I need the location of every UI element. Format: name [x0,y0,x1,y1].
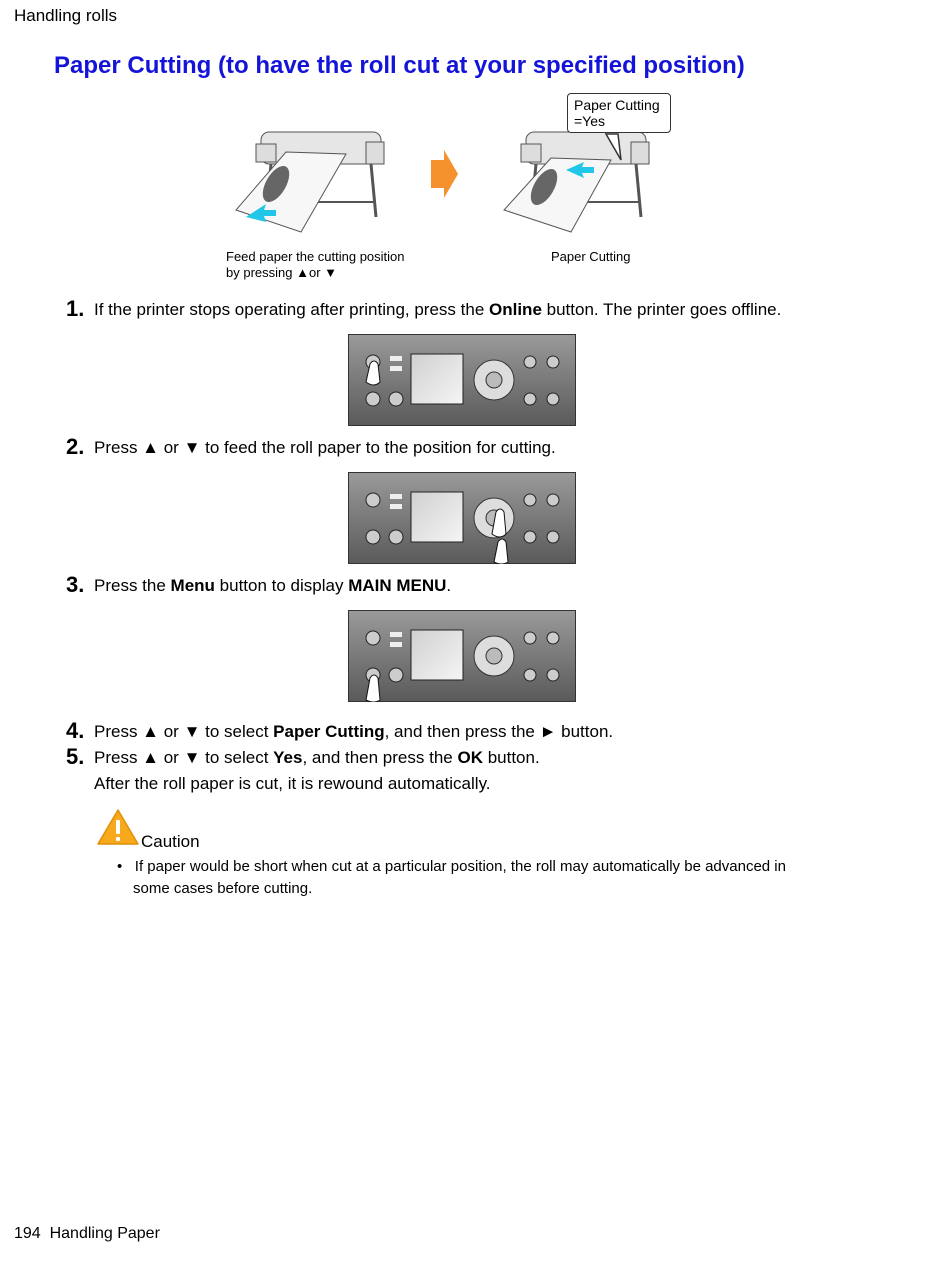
step-text-post: button. The printer goes offline. [541,300,782,319]
paper-cutting-callout [567,93,671,133]
callout-line2: =Yes [574,113,606,129]
caution-list [117,856,837,900]
step-text [94,722,613,741]
caution-warning-icon [96,808,140,846]
caution-item-line2: some cases before cutting. [133,880,313,897]
control-panel-online-image [348,334,576,426]
step-text [94,300,781,319]
left-caption [226,249,405,281]
step-text-pre: Press the [94,576,171,595]
step-number: 1. [66,296,85,321]
step-text: Press ▲ or ▼ to feed the roll paper to the position for cutting. [94,438,556,457]
control-panel-arrow-keys-image [348,472,576,564]
step-text-post: . [446,576,452,595]
step-5 [66,744,540,770]
after-step-note: After the roll paper is cut, it is rewound automatically. [94,774,491,793]
step-text-bold: Paper Cutting [273,722,385,741]
step-text-bold: Yes [273,748,303,767]
step-text [94,576,451,595]
step-text-bold: Menu [170,576,215,595]
step-1 [66,296,781,322]
left-caption-line1: Feed paper the cutting position [226,249,405,264]
caution-item [117,856,837,900]
page-footer [14,1225,160,1243]
step-text-mid: , and then press the [302,748,458,767]
step-text-bold2: MAIN MENU [348,576,447,595]
step-number: 4. [66,718,85,743]
footer-chapter: Handling Paper [49,1225,160,1242]
step-number: 5. [66,744,85,769]
step-3 [66,572,451,598]
right-caption: Paper Cutting [551,249,631,264]
step-text-bold: Online [489,300,542,319]
step-text-post: , and then press the ► button. [384,722,614,741]
bullet: • [117,858,123,875]
step-number: 3. [66,572,85,597]
page-number: 194 [14,1225,41,1242]
step-text-pre: Press ▲ or ▼ to select [94,722,274,741]
step-2 [66,434,556,460]
next-arrow-icon [431,150,458,198]
left-printer-drawing [236,132,384,232]
callout-line1: Paper Cutting [574,97,660,113]
step-text-pre: Press ▲ or ▼ to select [94,748,274,767]
page-title: Paper Cutting (to have the roll cut at your specified position) [54,52,745,79]
running-header: Handling rolls [14,6,117,25]
control-panel-menu-image [348,610,576,702]
step-text-mid: button to display [214,576,349,595]
step-number: 2. [66,434,85,459]
caution-item-line1: If paper would be short when cut at a particular position, the roll may automatically be advanced in [134,858,786,875]
step-text-pre: If the printer stops operating after printing, press the [94,300,489,319]
step-4 [66,718,613,744]
step-text-bold2: OK [457,748,483,767]
left-caption-line2: by pressing ▲or ▼ [226,265,337,280]
step-text [94,748,540,767]
step-text-post: button. [482,748,540,767]
right-printer-drawing [504,132,649,232]
caution-label: Caution [141,832,200,851]
cutting-illustration [226,92,686,282]
